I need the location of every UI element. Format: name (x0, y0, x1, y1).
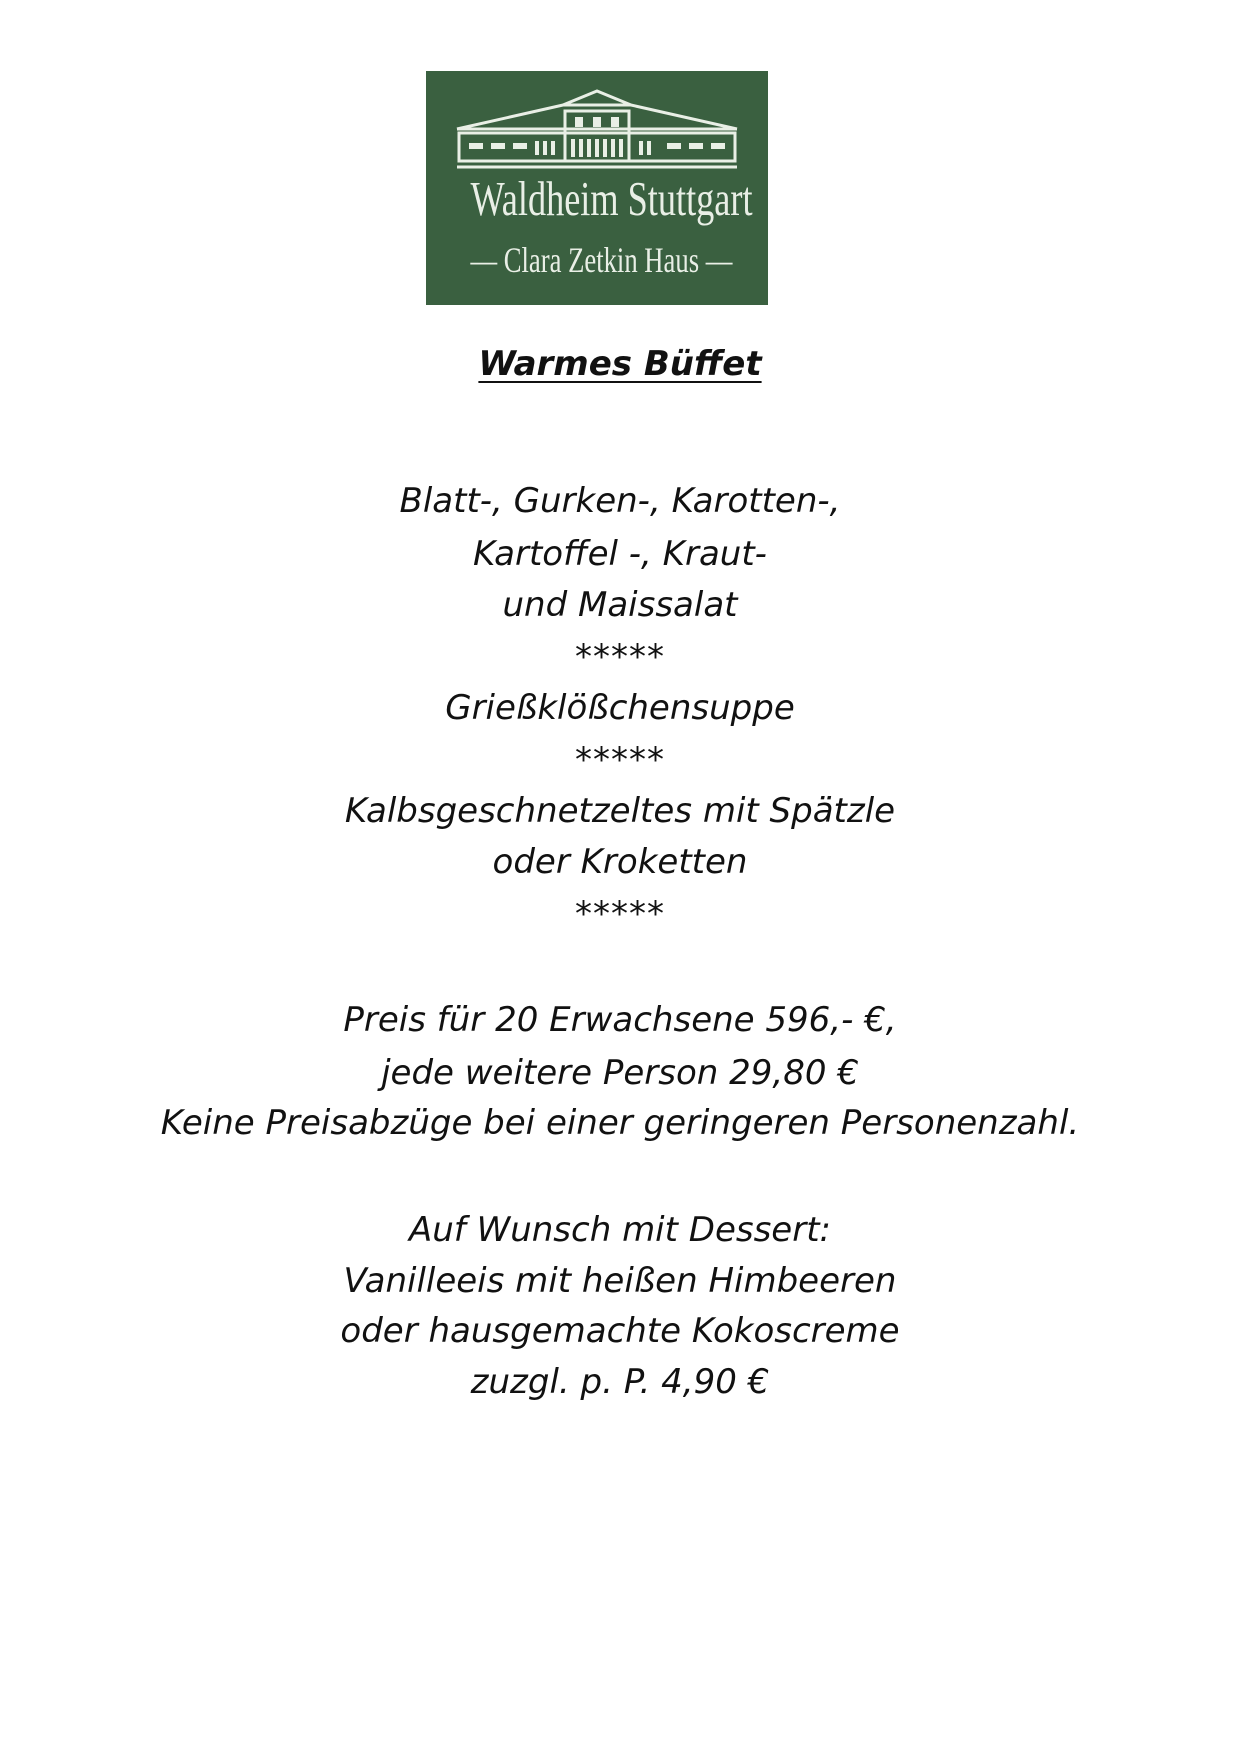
dessert-price: zuzgl. p. P. 4,90 € (470, 1362, 770, 1402)
price-note: Keine Preisabzüge bei einer geringeren Personenzahl. (160, 1103, 1080, 1143)
logo-name: Waldheim Stuttgart (470, 171, 753, 226)
menu-separator: ***** (575, 637, 665, 677)
menu-separator: ***** (575, 740, 665, 780)
menu-line-soup: Grießklößchensuppe (445, 688, 795, 728)
menu-line-salads-3: und Maissalat (502, 585, 738, 625)
menu-line-main-2: oder Kroketten (492, 842, 748, 882)
house-outline-icon (453, 89, 741, 173)
menu-separator: ***** (575, 894, 665, 934)
logo-subtitle: — Clara Zetkin Haus — (470, 240, 733, 280)
price-line-1: Preis für 20 Erwachsene 596,- €, (343, 1000, 897, 1040)
dessert-line-1: Auf Wunsch mit Dessert: (409, 1210, 831, 1250)
dessert-line-3: oder hausgemachte Kokoscreme (340, 1311, 900, 1351)
menu-line-main-1: Kalbsgeschnetzeltes mit Spätzle (344, 791, 896, 831)
price-line-2: jede weitere Person 29,80 € (381, 1053, 859, 1093)
logo (426, 71, 768, 305)
menu-line-salads-2: Kartoffel -, Kraut- (473, 534, 767, 574)
dessert-line-2: Vanilleeis mit heißen Himbeeren (343, 1261, 897, 1301)
menu-title: Warmes Büffet (478, 344, 762, 384)
menu-line-salads-1: Blatt-, Gurken-, Karotten-, (399, 481, 841, 521)
